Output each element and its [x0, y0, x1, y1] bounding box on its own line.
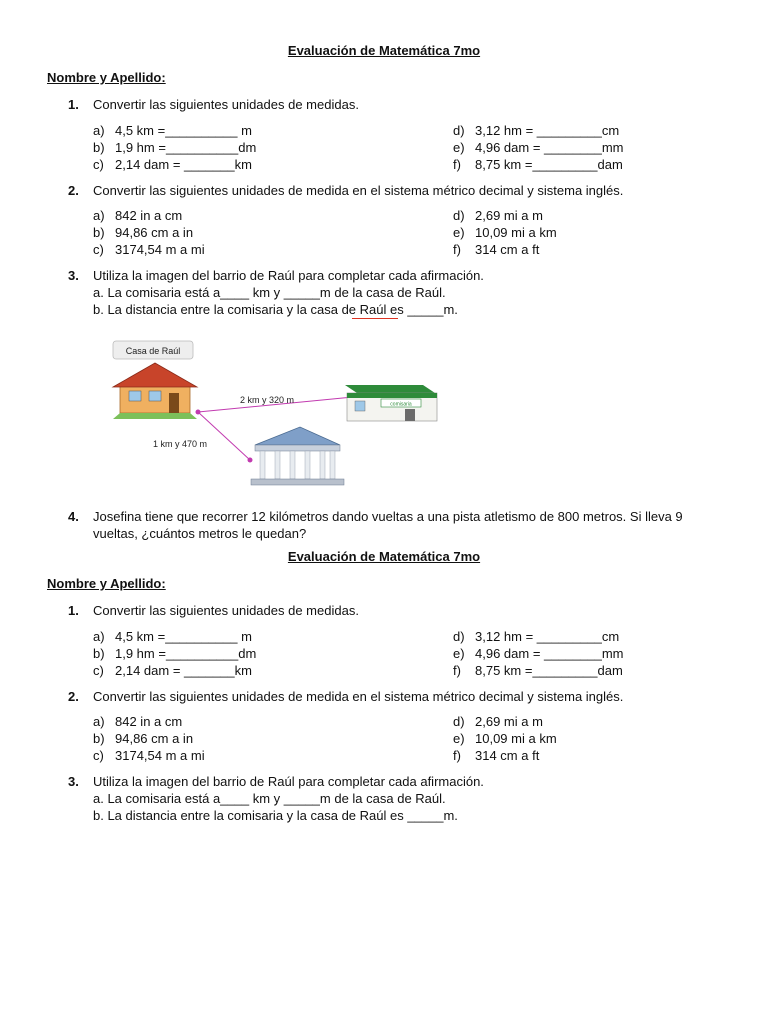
question-number: 2. [68, 183, 79, 198]
question-number: 2. [68, 689, 79, 704]
item-f: f) 8,75 km =_________dam [453, 663, 623, 678]
path-dot [248, 458, 253, 463]
question-1-items [93, 628, 713, 679]
item-a: a) 4,5 km =__________ m [93, 629, 252, 644]
question-number: 3. [68, 774, 79, 789]
item-c: c) 3174,54 m a mi [93, 748, 205, 763]
item-row [93, 662, 713, 679]
question-number: 4. [68, 509, 79, 524]
item-row [93, 224, 713, 241]
question-2-items [93, 713, 713, 764]
question-3-b: b. La distancia entre la comisaria y la casa de Raúl es _____m. [93, 808, 458, 823]
item-c: c) 2,14 dam = _______km [93, 663, 252, 678]
question-text: Convertir las siguientes unidades de medidas. [93, 603, 359, 618]
question-3-a: a. La comisaria está a____ km y _____m de la casa de Raúl. [93, 791, 446, 806]
item-d: d) 3,12 hm = _________cm [453, 123, 620, 138]
house-icon [113, 363, 197, 419]
question-text: Utiliza la imagen del barrio de Raúl para completar cada afirmación. [93, 774, 484, 789]
question-number: 1. [68, 97, 79, 112]
bank-building-icon [251, 427, 344, 485]
neighborhood-map [105, 335, 465, 495]
item-row [93, 747, 713, 764]
question-number: 3. [68, 268, 79, 283]
item-e: e) 10,09 mi a km [453, 731, 557, 746]
red-underline-mark [352, 318, 398, 319]
name-label: Nombre y Apellido: [47, 576, 166, 591]
item-c: c) 3174,54 m a mi [93, 242, 205, 257]
item-row [93, 122, 713, 139]
item-b: b) 94,86 cm a in [93, 225, 194, 240]
item-b: b) 1,9 hm =__________dm [93, 646, 257, 661]
path-house-bank [198, 412, 250, 460]
distance-top-label: 2 km y 320 m [240, 395, 295, 405]
item-f: f) 8,75 km =_________dam [453, 157, 623, 172]
name-label: Nombre y Apellido: [47, 70, 166, 85]
question-3-b: b. La distancia entre la comisaria y la casa de Raúl es _____m. [93, 302, 458, 317]
page-title: Evaluación de Matemática 7mo [287, 549, 481, 564]
page-title: Evaluación de Matemática 7mo [287, 43, 481, 58]
path-dot [196, 410, 201, 415]
item-b: b) 1,9 hm =__________dm [93, 140, 257, 155]
question-text: Convertir las siguientes unidades de medidas. [93, 97, 359, 112]
item-d: d) 2,69 mi a m [453, 208, 543, 223]
item-row [93, 628, 713, 645]
item-d: d) 2,69 mi a m [453, 714, 543, 729]
item-a: a) 4,5 km =__________ m [93, 123, 252, 138]
house-label: Casa de Raúl [125, 346, 181, 356]
item-a: a) 842 in a cm [93, 714, 183, 729]
item-f: f) 314 cm a ft [453, 242, 540, 257]
station-sign: comisaria [390, 401, 412, 408]
question-number: 1. [68, 603, 79, 618]
police-station-icon [345, 385, 437, 421]
item-a: a) 842 in a cm [93, 208, 183, 223]
item-row [93, 139, 713, 156]
question-text: Convertir las siguientes unidades de medida en el sistema métrico decimal y sistema inglés. [93, 689, 624, 704]
question-1-items [93, 122, 713, 173]
question-2-items [93, 207, 713, 258]
item-row [93, 241, 713, 258]
item-d: d) 3,12 hm = _________cm [453, 629, 620, 644]
item-row [93, 713, 713, 730]
question-text: Josefina tiene que recorrer 12 kilómetros dando vueltas a una pista atletismo de 800 metros. Si lleva 9 vueltas, ¿cuántos metros le quedan? [93, 509, 683, 541]
item-f: f) 314 cm a ft [453, 748, 540, 763]
item-e: e) 4,96 dam = ________mm [453, 646, 624, 661]
question-text: Convertir las siguientes unidades de medida en el sistema métrico decimal y sistema inglés. [93, 183, 624, 198]
item-row [93, 730, 713, 747]
item-row [93, 645, 713, 662]
item-row [93, 156, 713, 173]
question-3-a: a. La comisaria está a____ km y _____m de la casa de Raúl. [93, 285, 446, 300]
item-c: c) 2,14 dam = _______km [93, 157, 252, 172]
question-text: Utiliza la imagen del barrio de Raúl para completar cada afirmación. [93, 268, 484, 283]
distance-bottom-label: 1 km y 470 m [153, 439, 208, 449]
item-row [93, 207, 713, 224]
item-e: e) 4,96 dam = ________mm [453, 140, 624, 155]
item-e: e) 10,09 mi a km [453, 225, 557, 240]
item-b: b) 94,86 cm a in [93, 731, 194, 746]
neighborhood-illustration [105, 335, 465, 495]
